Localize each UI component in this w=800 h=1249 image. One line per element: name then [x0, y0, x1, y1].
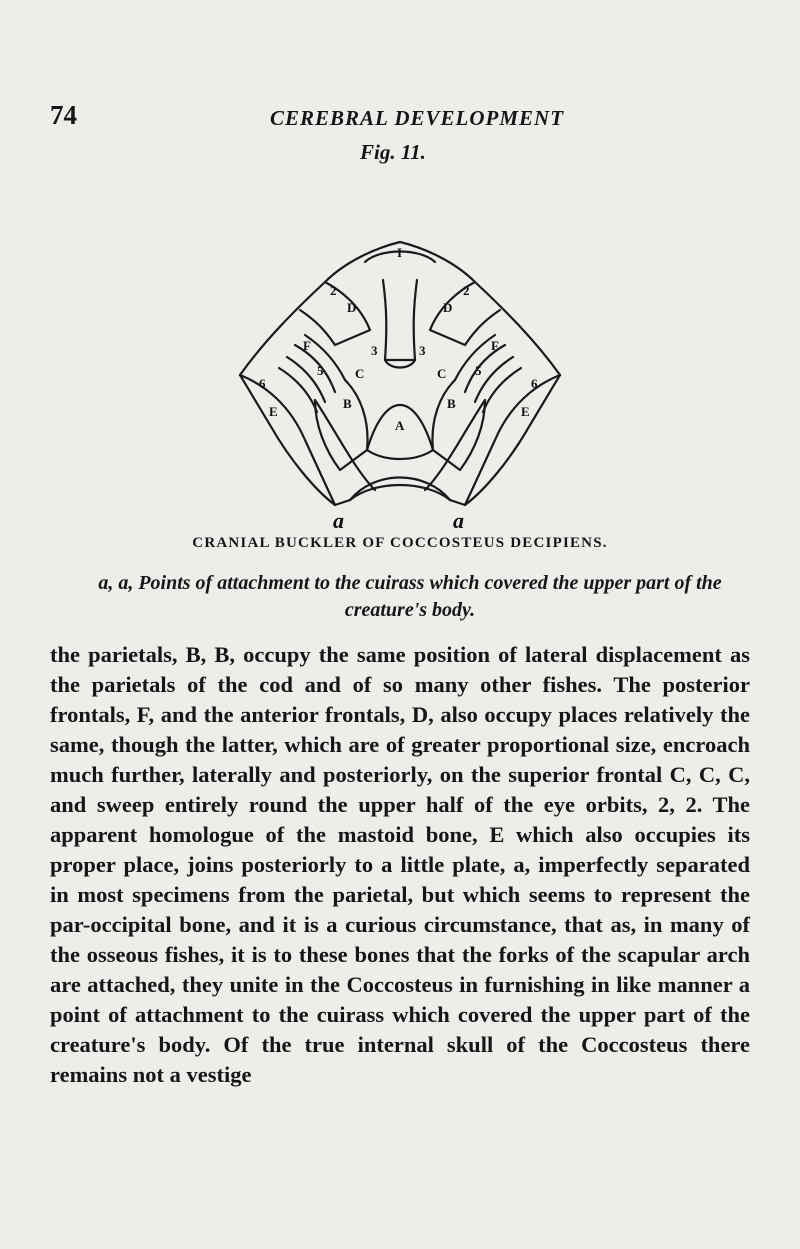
- label-a-right: a: [453, 508, 464, 530]
- plate-C-center: [383, 280, 417, 360]
- figure-caption: CRANIAL BUCKLER OF COCCOSTEUS DECIPIENS.: [192, 535, 608, 551]
- skull-plate-diagram: [175, 170, 625, 530]
- label-3-right: 3: [419, 343, 426, 358]
- figure-legend: a, a, Points of attachment to the cuirass which covered the upper part of the creature's body.: [98, 572, 722, 621]
- plate-B-left: [315, 380, 368, 470]
- label-D-left: D: [347, 300, 357, 315]
- label-6-right: 6: [531, 376, 538, 391]
- label-F-left: F: [303, 338, 311, 353]
- label-2-right: 2: [463, 283, 470, 298]
- page-number: 74: [50, 100, 77, 130]
- body-paragraph: the parietals, B, B, occupy the same position of lateral displacement as the parietals of the cod and of so many other fishes. The posterior frontals, F, and the anterior frontals, D, also occupy places relatively the same, though the latter, which are of greater proportional size, encroach much further, laterally and posteriorly, on the superior frontal C, C, C, and sweep entirely round the upper half of the eye orbits, 2, 2. The apparent homologue of the mastoid bone, E which also occupies its proper place, joins posteriorly to a little plate, a, imperfectly separated in most specimens from the parietal, but which seems to represent the par-occipital bone, and it is a curious circumstance, that as, in many of the osseous fishes, it is to these bones that the forks of the scapular arch are attached, they unite in the Coccosteus in furnishing in like manner a point of attachment to the cuirass which covered the upper part of the creature's body. Of the true internal skull of the Coccosteus there remains not a vestige: [50, 642, 750, 1087]
- label-a-left: a: [333, 508, 344, 530]
- plate-B-right: [432, 380, 485, 470]
- label-3-left: 3: [371, 343, 378, 358]
- label-I: I: [397, 245, 403, 260]
- label-6-left: 6: [259, 376, 266, 391]
- label-E-left: E: [269, 404, 278, 419]
- label-C-left: C: [355, 366, 365, 381]
- label-B-left: B: [343, 396, 352, 411]
- label-A: A: [395, 418, 405, 433]
- label-E-right: E: [521, 404, 530, 419]
- label-5-left: 5: [317, 363, 324, 378]
- label-C-right: C: [437, 366, 447, 381]
- body-text: [50, 640, 750, 1090]
- label-5-right: 5: [475, 363, 482, 378]
- label-2-left: 2: [330, 283, 337, 298]
- label-B-right: B: [447, 396, 456, 411]
- label-D-right: D: [443, 300, 453, 315]
- label-F-right: F: [491, 338, 499, 353]
- figure-label: Fig. 11.: [360, 140, 426, 164]
- running-head: CEREBRAL DEVELOPMENT: [270, 106, 565, 130]
